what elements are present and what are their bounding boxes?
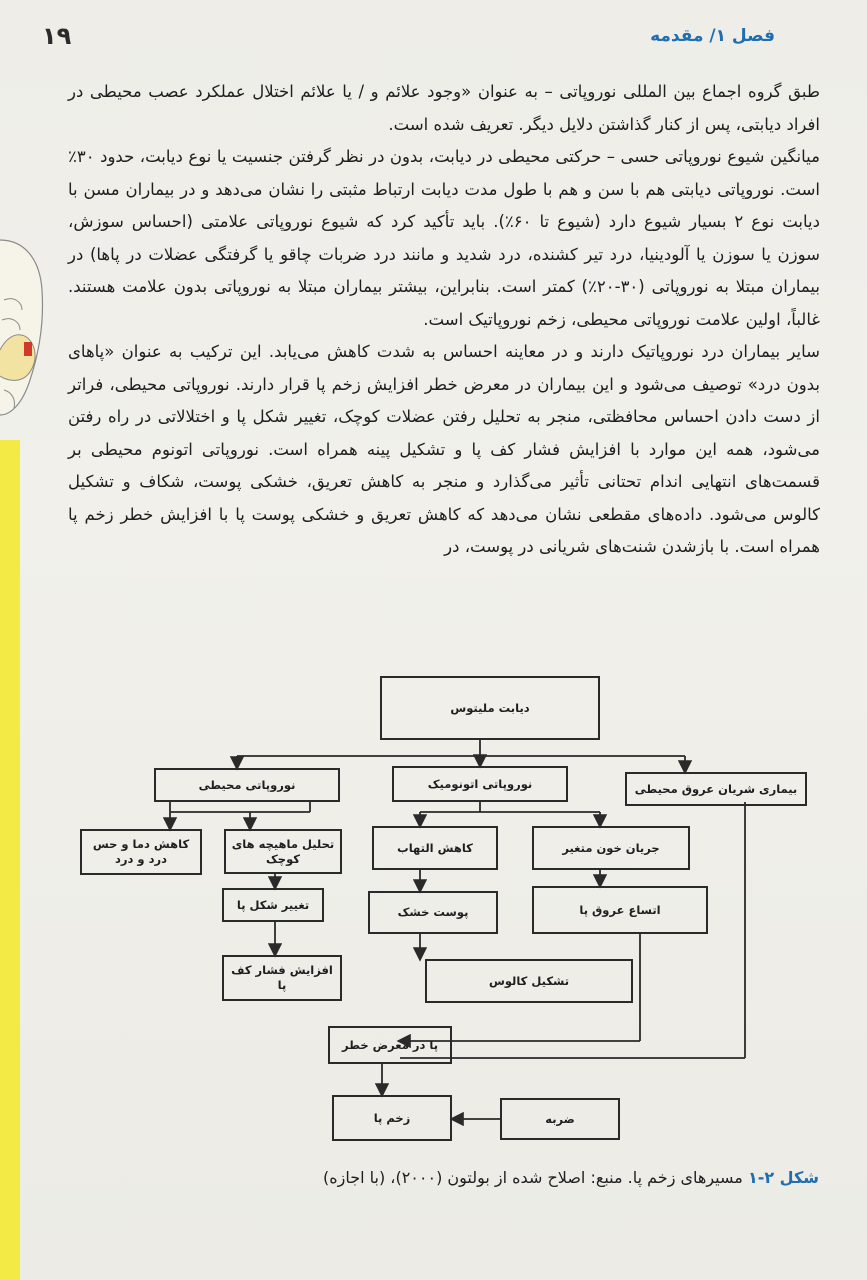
paragraph-1: طبق گروه اجماع بین المللی نوروپاتی – به عنوان «وجود علائم و / یا علائم اختلال عملکرد عصب محیطی در افراد دیابتی، پس از کنار گذاشتن دلایل دیگر. تعریف شده است. (68, 82, 820, 134)
box-plantar-pressure: افزایش فشار کف پا (222, 955, 342, 1001)
box-foot-ulcer: زخم پا (332, 1095, 452, 1141)
box-altered-blood-flow: جریان خون متغیر (532, 826, 690, 870)
yellow-margin-strip (0, 440, 20, 1280)
page-number: ۱۹ (42, 22, 72, 50)
page-header (0, 18, 867, 58)
foot-illustration-icon (0, 230, 50, 420)
foot-ulcer-pathway-diagram (70, 668, 830, 1158)
box-foot-at-risk: پا در معرض خطر (328, 1026, 452, 1064)
box-reduced-inflammation: کاهش التهاب (372, 826, 498, 870)
paragraph-2: میانگین شیوع نوروپاتی حسی – حرکتی محیطی در دیابت، بدون در نظر گرفتن جنسیت یا نوع دیابت، حدود ۳۰٪ است. نوروپاتی دیابتی هم با سن و هم با طول مدت دیابت ارتباط مثبتی را نشان می‌دهد و در بیماران مسن با دیابت نوع ۲ بسیار شیوع دارد (شیوع تا ۶۰٪). باید تأکید کرد که شیوع نوروپاتی علامتی (احساس سوزش، سوزن یا سوزن یا آلودینیا، درد تیر کشنده، درد شدید و مانند درد ضربات چاقو یا گرفتگی عضلات در پاها) در بیماران مبتلا به نوروپاتی (۳۰-۲۰٪) کمتر است. بنابراین، بیشتر بیماران مبتلا به نوروپاتی بدون علامت هستند. غالباً، اولین علامت نوروپاتی محیطی، زخم نوروپاتیک است. (68, 147, 820, 329)
box-small-muscle-atrophy: تحلیل ماهیچه های کوچک (224, 829, 342, 874)
box-vasodilation: اتساع عروق پا (532, 886, 708, 934)
figure-caption (323, 1168, 819, 1187)
box-autonomic-neuropathy: نوروپاتی اتونومیک (392, 766, 568, 802)
figure-label: شکل ۲-۱ (747, 1168, 819, 1187)
box-reduced-sensation: کاهش دما و حس درد و درد (80, 829, 202, 875)
box-peripheral-arterial-disease: بیماری شریان عروق محیطی (625, 772, 807, 806)
box-diabetes: دیابت ملیتوس (380, 676, 600, 740)
figure-caption-text: مسیرهای زخم پا. منبع: اصلاح شده از بولتون (۲۰۰۰)، (با اجازه) (322, 1168, 743, 1187)
box-dry-skin: پوست خشک (368, 891, 498, 934)
box-peripheral-neuropathy: نوروپاتی محیطی (154, 768, 340, 802)
box-trauma: ضربه (500, 1098, 620, 1140)
paragraph-3: سایر بیماران درد نوروپاتیک دارند و در معاینه احساس به شدت کاهش می‌یابد. این ترکیب به عنوان «پاهای بدون درد» توصیف می‌شود و این بیماران در معرض خطر افزایش زخم پا قرار دارند. نوروپاتی محیطی، فراتر از دست دادن احساس محافظتی، منجر به تحلیل رفتن عضلات کوچک، تغییر شکل پا و اختلالاتی در راه رفتن می‌شود، همه این موارد با افزایش فشار کف پا و تشکیل پینه همراه است. نوروپاتی اتونوم محیطی بر قسمت‌های انتهایی اندام تحتانی تأثیر می‌گذارد و منجر به کاهش تعریق، خشکی پوست، شکاف و تشکیل کالوس می‌شود. داده‌های مقطعی نشان می‌دهد که کاهش تعریق و خشکی پوست پا با افزایش خطر زخم پا همراه است. با بازشدن شنت‌های شریانی در پوست، در (68, 342, 820, 556)
chapter-running-head: فصل ۱/ مقدمه (650, 26, 775, 46)
box-callus-formation: تشکیل کالوس (425, 959, 633, 1003)
box-foot-deformity: تغییر شکل پا (222, 888, 324, 922)
body-text (68, 76, 820, 564)
